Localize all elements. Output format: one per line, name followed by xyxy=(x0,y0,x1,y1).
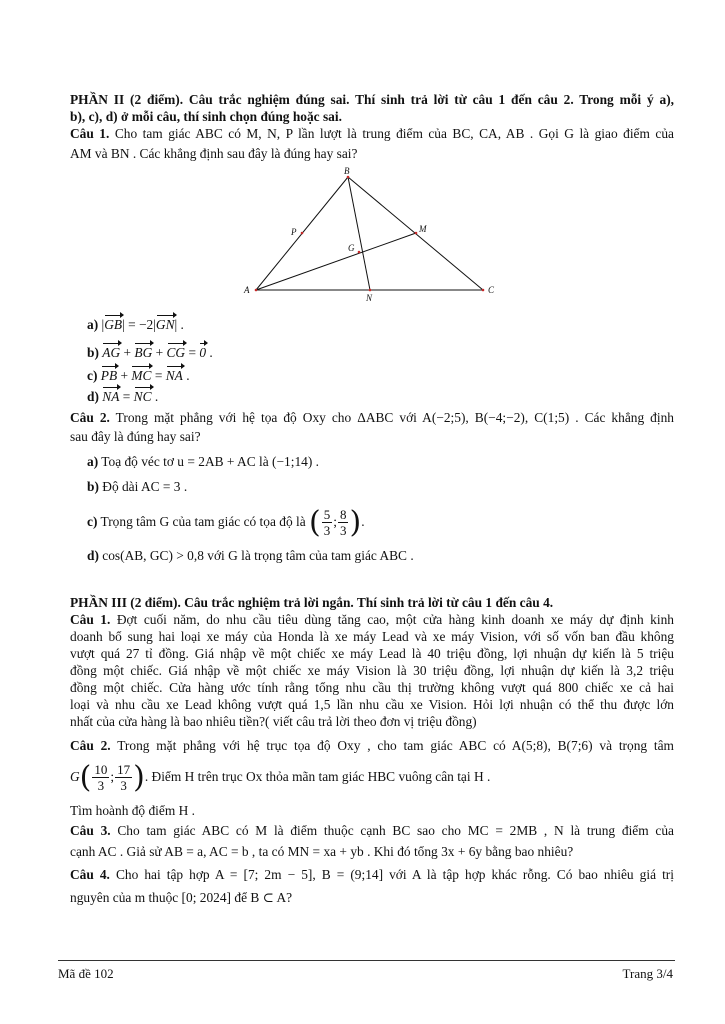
part2-header-line2: b), c), d) ở mỗi câu, thí sinh chọn đúng hoặc sai. xyxy=(70,109,342,124)
label-P: P xyxy=(291,227,297,237)
label-C: C xyxy=(488,285,495,295)
q1-text-line2: AM và BN . Các khẳng định sau đây là đúng hay sai? xyxy=(70,146,358,161)
q1-label: Câu 1. xyxy=(70,126,110,141)
label-N: N xyxy=(366,293,373,303)
q2-option-b: b) Độ dài AC = 3 . xyxy=(87,479,188,494)
label-M: M xyxy=(419,224,427,234)
p3-q2-line1: Câu 2. Trong mặt phẳng với hệ trục tọa độ Oxy , cho tam giác ABC có A(5;8), B(7;6) và trọng tâm xyxy=(70,738,674,753)
q2-label: Câu 2. xyxy=(70,410,110,425)
q2-text-line2: sau đây là đúng hay sai? xyxy=(70,429,201,444)
p3-q1-line1: Câu 1. Đợt cuối năm, do nhu cầu tiêu dùng tăng cao, một cửa hàng kinh doanh xe máy dự định kinh xyxy=(70,612,674,627)
label-G: G xyxy=(348,243,355,253)
part3-header: PHẦN III (2 điểm). Câu trắc nghiệm trả lời ngắn. Thí sinh trả lời từ câu 1 đến câu 4. xyxy=(70,595,554,610)
p3-q1-line4: đồng một chiếc. Giá nhập về một chiếc xe máy Vision là 30 triệu đồng, lợi nhuận dự kiến là 3,2 triệu xyxy=(70,663,674,678)
q1-option-b: b) AG + BG + CG = 0 . xyxy=(87,345,213,360)
p3-q4-line1: Câu 4. Cho hai tập hợp A = [7; 2m − 5], B = (9;14] với A là tập hợp khác rỗng. Có bao nhiêu giá trị xyxy=(70,867,674,882)
part2-header-line1: PHẦN II (2 điểm). Câu trắc nghiệm đúng sai. Thí sinh trả lời từ câu 1 đến câu 2. Trong mỗi ý a), xyxy=(70,92,674,107)
q1-text-line1 xyxy=(70,125,674,142)
q1-option-d: d) NA = NC . xyxy=(87,389,159,404)
q2-text-line1: Câu 2. Trong mặt phẳng với hệ tọa độ Oxy cho ΔABC với A(−2;5), B(−4;−2), C(1;5) . Các khẳng định xyxy=(70,410,674,425)
triangle-figure xyxy=(240,165,510,305)
p3-q1-line2: doanh bổ sung hai loại xe máy của Honda là xe máy Lead và xe máy Vision, với số vốn ban đầu không xyxy=(70,629,674,644)
q2-option-a: a) Toạ độ véc tơ u = 2AB + AC là (−1;14) . xyxy=(87,454,319,469)
p3-q1-line6: loại và nhu cầu xe Lead không vượt quá 1,5 lần nhu cầu xe Vision. Hỏi lợi nhuận có thể thu được lớn xyxy=(70,697,674,712)
p3-q4-line2: nguyên của m thuộc [0; 2024] để B ⊂ A? xyxy=(70,890,293,905)
q1-option-c: c) PB + MC = NA . xyxy=(87,368,190,383)
p3-q3-line1: Câu 3. Cho tam giác ABC có M là điểm thuộc cạnh BC sao cho MC = 2MB , N là trung điểm của xyxy=(70,823,674,838)
p3-q1-line7: nhất của cửa hàng là bao nhiêu tiền?( viết câu trả lời theo đơn vị triệu đồng) xyxy=(70,714,477,729)
q2-option-d: d) cos(AB, GC) > 0,8 với G là trọng tâm của tam giác ABC . xyxy=(87,548,414,563)
p3-q1-line5: đồng một chiếc. Cửa hàng ước tính rằng tổng nhu cầu thị trường không vượt quá 800 chiếc xe cả hai xyxy=(70,680,674,695)
label-B: B xyxy=(344,166,350,176)
footer-divider xyxy=(58,960,675,961)
footer-exam-code: Mã đề 102 xyxy=(58,966,114,981)
q2-option-c: c) Trọng tâm G của tam giác có tọa độ là ( $\frac{5}{3}$ ; $\frac{8}{3}$ ). xyxy=(87,504,365,540)
label-A: A xyxy=(244,285,250,295)
p3-q2-line2: G( $\frac{10}{3}$ ; $\frac{17}{3}$ ). Điểm H trên trục Ox thỏa mãn tam giác HBC vuông cân tại H . xyxy=(70,759,491,795)
footer-page-number: Trang 3/4 xyxy=(622,966,673,981)
p3-q3-line2: cạnh AC . Giả sử AB = a, AC = b , ta có MN = xa + yb . Khi đó tổng 3x + 6y bằng bao nhiêu? xyxy=(70,844,574,859)
p3-q2-line3: Tìm hoành độ điểm H . xyxy=(70,803,195,818)
p3-q1-line3: vượt quá 27 tỉ đồng. Giá nhập về một chiếc xe máy Lead là 40 triệu đồng, lợi nhuận dự kiến là 5 triệu xyxy=(70,646,674,661)
q1-option-a: a) |GB| = −2|GN| . xyxy=(87,317,184,332)
q1-text: Cho tam giác ABC có M, N, P lần lượt là trung điểm của BC, CA, AB . Gọi G là giao điểm của xyxy=(109,126,674,141)
